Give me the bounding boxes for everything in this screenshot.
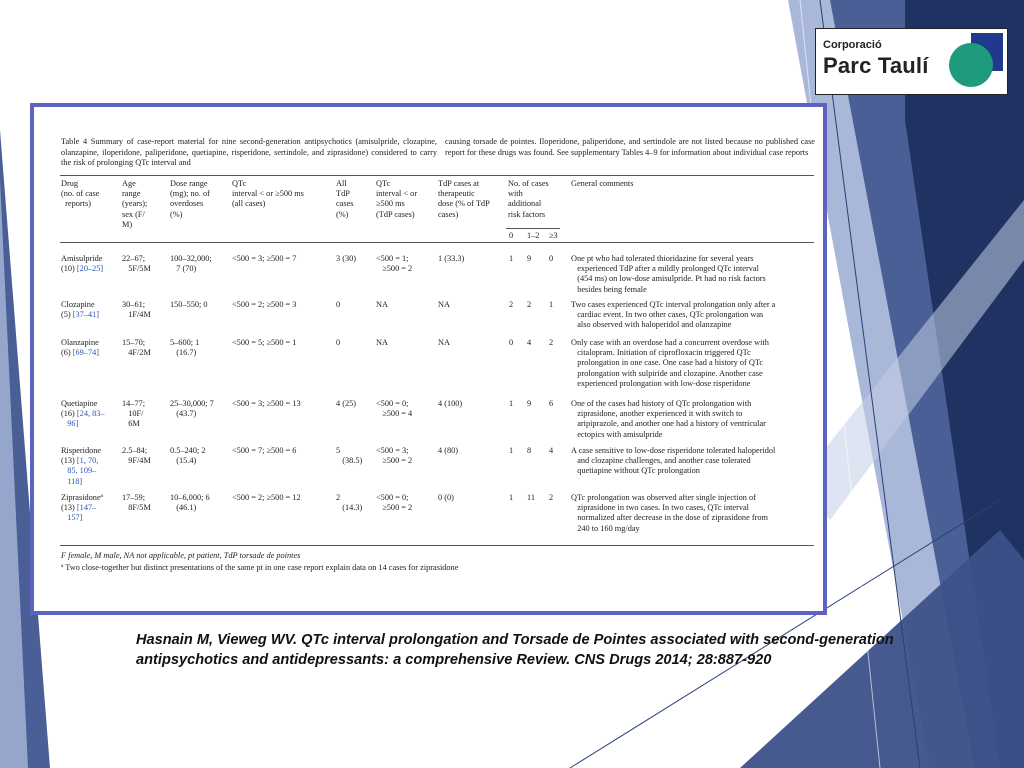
row-risk-3: 2 [549,338,554,347]
row-drug [61,399,105,430]
row-qtc-tdp: <500 = 3; ≥500 = 2 [376,446,413,466]
row-qtc-all: <500 = 2; ≥500 = 3 [232,300,297,309]
drug-case-count: (10) [61,264,77,274]
header-qtc-tdp: QTc interval < or ≥500 ms (TdP cases) [376,179,418,219]
header-comments: General comments [571,179,634,188]
drug-case-count: (6) [61,348,73,358]
row-qtc-all: <500 = 3; ≥500 = 7 [232,254,297,263]
row-tdp: 2 (14.3) [336,493,363,513]
row-risk-1-2: 8 [527,446,532,455]
row-qtc-all: <500 = 5; ≥500 = 1 [232,338,297,347]
row-comment: QTc prolongation was observed after single injection of ziprasidone in two cases. In two cases, QTc interval normalized after decrease in the dose of ziprasidone from 240 to 160 mg/day [571,493,768,533]
row-age: 22–67; 5F/5M [122,254,151,274]
row-qtc-tdp: <500 = 1; ≥500 = 2 [376,254,413,274]
row-risk-3: 1 [549,300,554,309]
risk-subheader-1-2: 1–2 [527,231,540,240]
table-top-rule [60,175,814,176]
header-qtc-all: QTc interval < or ≥500 ms (all cases) [232,179,304,209]
row-qtc-tdp: <500 = 0; ≥500 = 2 [376,493,413,513]
row-therapeutic: 4 (80) [438,446,459,455]
row-drug [61,254,103,274]
drug-name: Risperidone [61,446,102,455]
row-therapeutic: 1 (33.3) [438,254,465,263]
drug-case-count: (13) [61,503,77,513]
row-comment: A case sensitive to low-dose risperidone tolerated haloperidol and clozapine challenges, and another case tolerated quetiapine without QTc prolongation [571,446,776,476]
logo-mark-icon [949,31,1005,91]
header-tdp: All TdP cases (%) [336,179,354,219]
row-tdp: 0 [336,338,341,347]
row-risk-3: 4 [549,446,554,455]
row-risk-0: 1 [509,399,514,408]
row-risk-1-2: 9 [527,254,532,263]
table-bottom-rule [60,545,814,546]
header-dose: Dose range (mg); no. of overdoses (%) [170,179,210,219]
row-risk-1-2: 11 [527,493,535,502]
row-comment: One pt who had tolerated thioridazine for several years experienced TdP after a mildly prolonged QTc interval (454 ms) on low-dose amisulpride. Pt had no risk factors besides being female [571,254,766,294]
row-dose: 25–30,000; 7 (43.7) [170,399,214,419]
row-dose: 5–600; 1 (16.7) [170,338,200,358]
row-age: 30–61; 1F/4M [122,300,151,320]
row-therapeutic: NA [438,338,450,347]
table-figure-frame [30,103,827,615]
row-risk-0: 1 [509,446,514,455]
row-age: 17–59; 8F/5M [122,493,151,513]
row-qtc-tdp: NA [376,338,388,347]
row-drug [61,300,99,320]
drug-case-count: (5) [61,310,73,320]
drug-case-count: (13) [61,456,77,466]
row-risk-3: 2 [549,493,554,502]
row-therapeutic: 0 (0) [438,493,454,502]
risk-subheader-rule [506,228,560,229]
row-risk-3: 0 [549,254,554,263]
row-qtc-tdp: NA [376,300,388,309]
drug-reference-link[interactable]: [20–25] [76,264,104,274]
row-comment: Two cases experienced QTc interval prolongation only after a cardiac event. In two other cases, QTc prolongation was also observed with haloperidol and olanzapine [571,300,776,330]
corporacio-parc-tauli-logo [815,28,1008,95]
row-qtc-all: <500 = 2; ≥500 = 12 [232,493,301,502]
drug-name: Amisulpride [61,254,103,263]
drug-name: Ziprasidoneª [61,493,103,502]
row-tdp: 5 (38.5) [336,446,363,466]
row-risk-0: 0 [509,338,514,347]
header-risk: No. of cases with additional risk factors [508,179,549,219]
row-tdp: 3 (30) [336,254,357,263]
row-tdp: 4 (25) [336,399,357,408]
drug-name: Olanzapine [61,338,99,347]
table-footnote-a: ª Two close-together but distinct presentations of the same pt in one case report explain data on 14 cases for ziprasidone [61,563,459,572]
drug-reference-link[interactable]: [37–41] [72,310,100,320]
risk-subheader-0: 0 [509,231,514,240]
row-dose: 0.5–240; 2 (15.4) [170,446,206,466]
row-qtc-all: <500 = 7; ≥500 = 6 [232,446,297,455]
drug-reference-link[interactable]: [24, 83– 96] [67,409,105,429]
row-drug [61,446,101,487]
row-risk-1-2: 2 [527,300,532,309]
row-qtc-all: <500 = 3; ≥500 = 13 [232,399,301,408]
logo-line-2: Parc Taulí [823,53,929,78]
row-comment: One of the cases had history of QTc prolongation with ziprasidone, another experienced it with switch to aripiprazole, and another one had a history of ventricular ectopics with amisulpride [571,399,766,439]
table-title-left: Table 4 Summary of case-report material for nine second-generation antipsychotics (amisulpride, clozapine, olanzapine, iloperidone, paliperidone, quetiapine, risperidone, sertindole, and ziprasidone) considered to carry the risk of prolonging QTc interval and [61,137,437,168]
row-age: 14–77; 10F/ 6M [122,399,146,429]
drug-case-count: (16) [61,409,77,419]
table-title-right: causing torsade de pointes. Iloperidone, paliperidone, and sertindole are not listed because no published case report for these drugs was found. See supplementary Tables 4–9 for information about individual case reports [445,137,815,157]
row-risk-0: 1 [509,493,514,502]
row-drug [61,338,99,358]
row-risk-1-2: 9 [527,399,532,408]
citation-caption: Hasnain M, Vieweg WV. QTc interval prolongation and Torsade de Pointes associated with second-generation antipsychotics and antidepressants: a comprehensive Review. CNS Drugs 2014; 28:887-920 [136,632,894,668]
row-risk-3: 6 [549,399,554,408]
drug-reference-link[interactable]: [147– 157] [67,503,97,523]
row-dose: 10–6,000; 6 (46.1) [170,493,210,513]
row-dose: 150–550; 0 [170,300,208,309]
row-risk-0: 2 [509,300,514,309]
header-drug: Drug (no. of case reports) [61,179,100,209]
row-comment: Only case with an overdose had a concurrent overdose with citalopram. Initiation of ciprofloxacin triggered QTc prolongation in one case. One case had a history of QTc prolongation with sulpiride and clozapine. Another case experienced prolongation with low-dose risperidone [571,338,769,388]
header-age: Age range (years); sex (F/ M) [122,179,148,229]
row-dose: 100–32,000; 7 (70) [170,254,212,274]
drug-reference-link[interactable]: [1, 70, 85, 109– 118] [67,456,99,486]
row-age: 2.5–84; 9F/4M [122,446,151,466]
row-risk-1-2: 4 [527,338,532,347]
row-therapeutic: 4 (100) [438,399,463,408]
row-age: 15–70; 4F/2M [122,338,151,358]
row-drug [61,493,103,524]
table-header-bottom-rule [60,242,814,243]
row-tdp: 0 [336,300,341,309]
header-therapeutic: TdP cases at therapeutic dose (% of TdP cases) [438,179,490,219]
row-risk-0: 1 [509,254,514,263]
drug-name: Clozapine [61,300,95,309]
table-footnote-abbrev: F female, M male, NA not applicable, pt patient, TdP torsade de pointes [61,551,301,560]
drug-reference-link[interactable]: [69–74] [72,348,100,358]
logo-line-1: Corporació [823,39,882,51]
row-therapeutic: NA [438,300,450,309]
risk-subheader-3: ≥3 [549,231,558,240]
row-qtc-tdp: <500 = 0; ≥500 = 4 [376,399,413,419]
drug-name: Quetiapine [61,399,98,408]
